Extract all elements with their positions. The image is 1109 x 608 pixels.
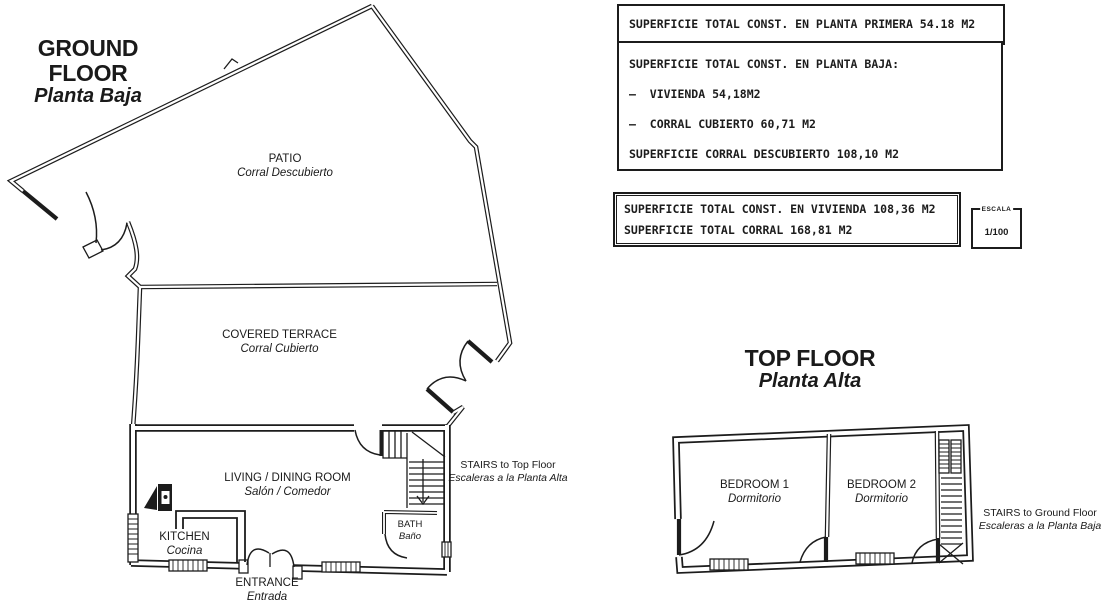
entrance-name-en: ENTRANCE <box>235 577 299 589</box>
bedroom1-label <box>697 479 812 506</box>
corral-cubierto-item: – CORRAL CUBIERTO 60,71 M2 <box>629 117 816 131</box>
tf-door-leaves <box>679 519 938 563</box>
scale-box <box>971 208 1022 249</box>
living-dining-label <box>205 472 370 499</box>
gf-stairs-text-en: STAIRS to Top Floor <box>460 459 556 471</box>
terrace-name-en: COVERED TERRACE <box>222 329 337 341</box>
bedroom2-label <box>824 479 939 506</box>
covered-terrace-label <box>192 329 367 356</box>
top-floor-title <box>725 346 895 392</box>
ground-floor-title-es: Planta Baja <box>34 84 142 107</box>
kitchen-name-es: Cocina <box>166 544 203 557</box>
patio-name-en: PATIO <box>268 153 302 165</box>
fireplace-icon <box>144 484 172 511</box>
living-name-en: LIVING / DINING ROOM <box>224 472 351 484</box>
tf-stairs-text-en: STAIRS to Ground Floor <box>983 507 1097 519</box>
tf-stairs-text-es: Escaleras a la Planta Baja <box>978 520 1102 532</box>
ground-floor-title-en: GROUND FLOOR <box>37 35 139 86</box>
tf-door-arcs <box>679 521 938 563</box>
entrance-name-es: Entrada <box>246 590 288 603</box>
terrace-name-es: Corral Cubierto <box>240 342 319 355</box>
surface-box-planta-primera <box>617 4 1005 45</box>
kitchen-label <box>137 531 232 558</box>
entrance-label <box>207 577 327 604</box>
top-floor-title-en: TOP FLOOR <box>744 345 876 371</box>
top-floor-title-es: Planta Alta <box>758 369 862 392</box>
door-arcs <box>86 192 468 558</box>
tf-stairs-symbol <box>939 478 963 564</box>
kitchen-name-en: KITCHEN <box>159 531 210 543</box>
corral-descubierto-line: SUPERFICIE CORRAL DESCUBIERTO 108,10 M2 <box>629 147 900 161</box>
gf-stairs-symbol <box>383 431 445 508</box>
patio-name-es: Corral Descubierto <box>237 166 333 179</box>
surface-box-totals <box>613 192 961 247</box>
bath-name-es: Baño <box>398 530 422 542</box>
bath-label <box>385 519 435 542</box>
gf-stairs-label <box>438 459 578 485</box>
total-corral-line: SUPERFICIE TOTAL CORRAL 168,81 M2 <box>624 223 853 237</box>
wall-notch <box>224 59 238 69</box>
planta-baja-header: SUPERFICIE TOTAL CONST. EN PLANTA BAJA: <box>629 57 900 71</box>
total-vivienda-line: SUPERFICIE TOTAL CONST. EN VIVIENDA 108,36 M2 <box>624 202 936 216</box>
bedroom1-name-en: BEDROOM 1 <box>719 479 789 491</box>
door-leaves <box>23 191 492 456</box>
tf-stairs-label <box>965 507 1109 533</box>
scale-label: ESCALA <box>981 206 1012 213</box>
patio-label <box>200 153 370 180</box>
bedroom2-name-es: Dormitorio <box>854 492 909 505</box>
entrance-door-symbol <box>239 549 302 579</box>
bath-name-en: BATH <box>397 519 423 530</box>
planta-primera-line: SUPERFICIE TOTAL CONST. EN PLANTA PRIMERA 54.18 M2 <box>629 17 976 31</box>
living-name-es: Salón / Comedor <box>244 485 331 498</box>
bedroom2-name-en: BEDROOM 2 <box>846 479 916 491</box>
scale-value: 1/100 <box>984 227 1009 238</box>
ground-floor-title <box>4 36 172 107</box>
surface-box-planta-baja <box>617 41 1003 171</box>
vivienda-item: – VIVIENDA 54,18M2 <box>629 87 761 101</box>
gf-stairs-text-es: Escaleras a la Planta Alta <box>448 472 568 484</box>
bedroom1-name-es: Dormitorio <box>727 492 782 505</box>
